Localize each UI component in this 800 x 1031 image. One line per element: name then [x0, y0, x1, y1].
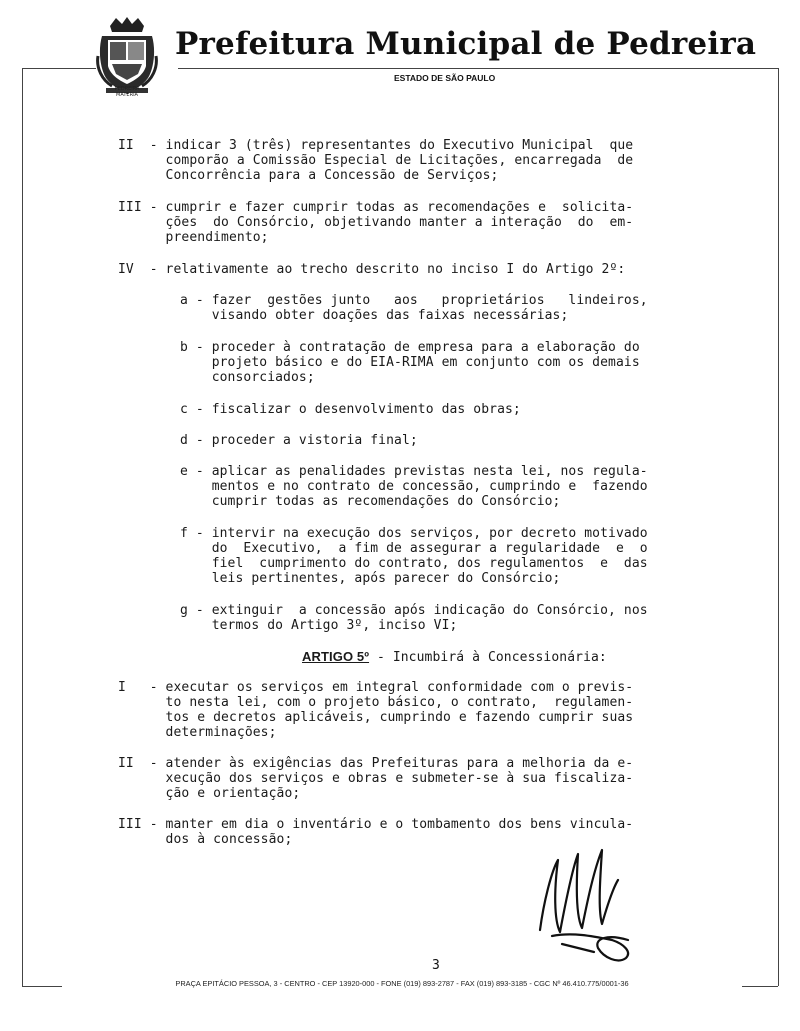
text-line: do Executivo, a fim de assegurar a regularidade e o: [180, 541, 648, 556]
text-line: dos à concessão;: [118, 832, 293, 847]
text-line: III - manter em dia o inventário e o tombamento dos bens vincula-: [118, 817, 634, 832]
text-line: IV - relativamente ao trecho descrito no inciso I do Artigo 2º:: [118, 262, 626, 277]
text-line: comporão a Comissão Especial de Licitações, encarregada de: [118, 153, 634, 168]
text-line: II - indicar 3 (três) representantes do Executivo Municipal que: [118, 138, 634, 153]
page-border-left: [22, 68, 23, 986]
text-line: cumprir todas as recomendações do Consórcio;: [180, 494, 561, 509]
text-line: g - extinguir a concessão após indicação do Consórcio, nos: [180, 603, 648, 618]
page-number: 3: [432, 958, 440, 973]
signature: [532, 840, 642, 970]
state-subtitle: ESTADO DE SÃO PAULO: [394, 73, 496, 83]
footer-rule-left: [22, 986, 62, 987]
text-line: III - cumprir e fazer cumprir todas as recomendações e solicita-: [118, 200, 634, 215]
text-line: determinações;: [118, 725, 277, 740]
text-line: a - fazer gestões junto aos proprietários lindeiros,: [180, 293, 648, 308]
text-line: consorciados;: [180, 370, 315, 385]
header-rule-right: [178, 68, 778, 69]
text-line: tos e decretos aplicáveis, cumprindo e fazendo cumprir suas: [118, 710, 634, 725]
text-line: preendimento;: [118, 230, 269, 245]
text-line: mentos e no contrato de concessão, cumprindo e fazendo: [180, 479, 648, 494]
text-line: d - proceder a vistoria final;: [180, 433, 418, 448]
text-line: leis pertinentes, após parecer do Consórcio;: [180, 571, 561, 586]
footer-rule-right: [742, 986, 778, 987]
text-line: termos do Artigo 3º, inciso VI;: [180, 618, 458, 633]
footer-address: PRAÇA EPITÁCIO PESSOA, 3 - CENTRO - CEP 13920-000 - FONE (019) 893-2787 - FAX (019) 893-3185 - CGC Nº 46.410.775/0001-36: [175, 979, 629, 988]
page-title: Prefeitura Municipal de Pedreira: [175, 26, 757, 62]
article-heading-text: - Incumbirá à Concessionária:: [369, 650, 607, 665]
text-line: II - atender às exigências das Prefeituras para a melhoria da e-: [118, 756, 634, 771]
text-line: ções do Consórcio, objetivando manter a interação do em-: [118, 215, 634, 230]
text-line: Concorrência para a Concessão de Serviços;: [118, 168, 499, 183]
text-line: e - aplicar as penalidades previstas nesta lei, nos regula-: [180, 464, 648, 479]
article-heading: [302, 650, 607, 665]
text-line: f - intervir na execução dos serviços, por decreto motivado: [180, 526, 648, 541]
page-border-right: [778, 68, 779, 986]
text-line: to nesta lei, com o projeto básico, o contrato, regulamen-: [118, 695, 634, 710]
text-line: b - proceder à contratação de empresa para a elaboração do: [180, 340, 640, 355]
text-line: projeto básico e do EIA-RIMA em conjunto com os demais: [180, 355, 640, 370]
text-line: ção e orientação;: [118, 786, 301, 801]
text-line: visando obter doações das faixas necessárias;: [180, 308, 569, 323]
article-heading-label: ARTIGO 5º: [302, 649, 370, 664]
text-line: I - executar os serviços em integral conformidade com o previs-: [118, 680, 634, 695]
header-rule-left: [22, 68, 96, 69]
text-line: c - fiscalizar o desenvolvimento das obras;: [180, 402, 521, 417]
crest-label: PEDREIRA MATERIA: [114, 86, 140, 98]
text-line: xecução dos serviços e obras e submeter-se à sua fiscaliza-: [118, 771, 634, 786]
text-line: fiel cumprimento do contrato, dos regulamentos e das: [180, 556, 648, 571]
